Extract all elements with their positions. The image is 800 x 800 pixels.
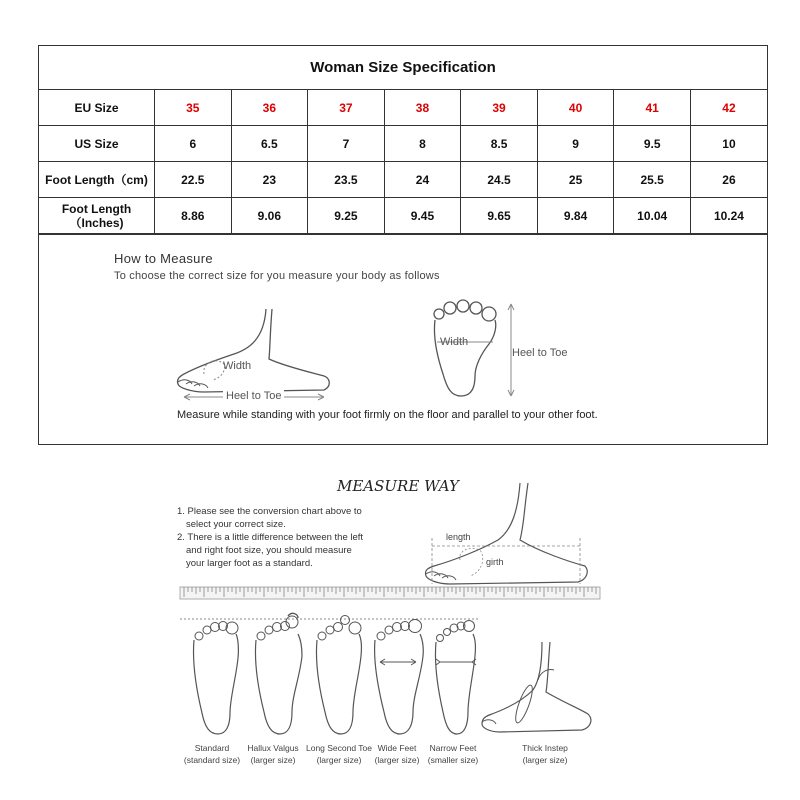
- foot-type-name: Long Second Toe: [305, 743, 372, 753]
- how-to-measure-subtitle: To choose the correct size for you measure your body as follows: [114, 270, 440, 282]
- eu-size-cell: 37: [308, 90, 385, 126]
- foot-type-name: Narrow Feet: [429, 743, 477, 753]
- foot-standard-icon: [190, 618, 240, 738]
- size-table-title: Woman Size Specification: [39, 46, 767, 90]
- note-line: your larger foot as a standard.: [186, 558, 313, 569]
- foot-type-name: Wide Feet: [377, 743, 417, 753]
- foot-type-name: Thick Instep: [522, 743, 568, 753]
- measure-note-1: [177, 505, 362, 531]
- foot-length-inches-cell: 9.65: [461, 198, 538, 235]
- foot-length-inches-cell: 9.06: [231, 198, 308, 235]
- foot-type-advice: (smaller size): [427, 755, 479, 765]
- foot-length-cm-cell: 24: [384, 162, 461, 198]
- length-label: length: [446, 532, 471, 542]
- us-size-cell: 6: [155, 126, 232, 162]
- row-header-line: Foot Length: [61, 202, 132, 216]
- measure-way-title: MEASURE WAY: [337, 477, 459, 495]
- eu-size-cell: 39: [461, 90, 538, 126]
- table-row-eu-size: [39, 90, 767, 126]
- how-to-measure-panel: [39, 233, 767, 445]
- row-header-us-size: US Size: [39, 126, 155, 162]
- girth-label: girth: [486, 557, 504, 567]
- us-size-cell: 8.5: [461, 126, 538, 162]
- row-header-foot-length-cm: Foot Length（cm): [39, 162, 155, 198]
- foot-length-inches-cell: 10.24: [690, 198, 767, 235]
- foot-long-second-toe-icon: [313, 612, 363, 738]
- row-header-foot-length-inches: [39, 198, 155, 235]
- top-width-label: Width: [440, 336, 469, 348]
- foot-length-inches-cell: 10.04: [614, 198, 691, 235]
- note-line: 1. Please see the conversion chart above to: [177, 506, 362, 517]
- foot-type-name: Hallux Valgus: [247, 743, 299, 753]
- how-to-measure-title: How to Measure: [114, 251, 213, 266]
- foot-type-advice: (larger size): [316, 755, 362, 765]
- foot-type-narrow-feet-caption: [413, 742, 493, 766]
- foot-narrow-feet-icon: [432, 612, 478, 738]
- foot-wide-feet-icon: [372, 612, 424, 738]
- foot-length-cm-cell: 23.5: [308, 162, 385, 198]
- how-to-measure-caption: Measure while standing with your foot firmly on the floor and parallel to your other foot.: [177, 409, 598, 421]
- us-size-cell: 9: [537, 126, 614, 162]
- eu-size-cell: 36: [231, 90, 308, 126]
- table-row-foot-length-cm: [39, 162, 767, 198]
- foot-hallux-valgus-icon: [252, 612, 302, 738]
- size-table: [39, 90, 767, 235]
- note-line: and right foot size, you should measure: [186, 545, 352, 556]
- row-header-line: （Inches): [69, 216, 124, 230]
- eu-size-cell: 41: [614, 90, 691, 126]
- foot-type-advice: (larger size): [522, 755, 568, 765]
- foot-length-cm-cell: 23: [231, 162, 308, 198]
- us-size-cell: 8: [384, 126, 461, 162]
- note-line: 2. There is a little difference between the left: [177, 532, 364, 543]
- ruler-illustration: [180, 585, 600, 601]
- eu-size-cell: 35: [155, 90, 232, 126]
- size-specification-box: [38, 45, 768, 445]
- top-foot-illustration: [429, 296, 519, 404]
- foot-type-name: Standard: [194, 743, 230, 753]
- eu-size-cell: 40: [537, 90, 614, 126]
- us-size-cell: 9.5: [614, 126, 691, 162]
- side-foot-illustration: [174, 304, 344, 404]
- side-width-label: Width: [223, 360, 252, 372]
- table-row-us-size: [39, 126, 767, 162]
- side-length-label: Heel to Toe: [223, 390, 284, 402]
- us-size-cell: 10: [690, 126, 767, 162]
- foot-type-advice: (standard size): [183, 755, 241, 765]
- table-row-foot-length-inches: [39, 198, 767, 235]
- foot-length-inches-cell: 9.25: [308, 198, 385, 235]
- foot-length-cm-cell: 25.5: [614, 162, 691, 198]
- foot-length-inches-cell: 8.86: [155, 198, 232, 235]
- foot-type-advice: (larger size): [374, 755, 420, 765]
- foot-length-cm-cell: 25: [537, 162, 614, 198]
- us-size-cell: 6.5: [231, 126, 308, 162]
- top-length-label: Heel to Toe: [512, 347, 568, 359]
- eu-size-cell: 42: [690, 90, 767, 126]
- note-line: select your correct size.: [186, 519, 286, 530]
- foot-length-cm-cell: 26: [690, 162, 767, 198]
- foot-type-advice: (larger size): [250, 755, 296, 765]
- foot-thick-instep-icon: [478, 640, 598, 740]
- row-header-eu-size: EU Size: [39, 90, 155, 126]
- measure-note-2: [177, 531, 363, 570]
- foot-length-inches-cell: 9.45: [384, 198, 461, 235]
- foot-type-thick-instep-caption: [505, 742, 585, 766]
- foot-length-cm-cell: 24.5: [461, 162, 538, 198]
- us-size-cell: 7: [308, 126, 385, 162]
- eu-size-cell: 38: [384, 90, 461, 126]
- foot-length-cm-cell: 22.5: [155, 162, 232, 198]
- foot-length-inches-cell: 9.84: [537, 198, 614, 235]
